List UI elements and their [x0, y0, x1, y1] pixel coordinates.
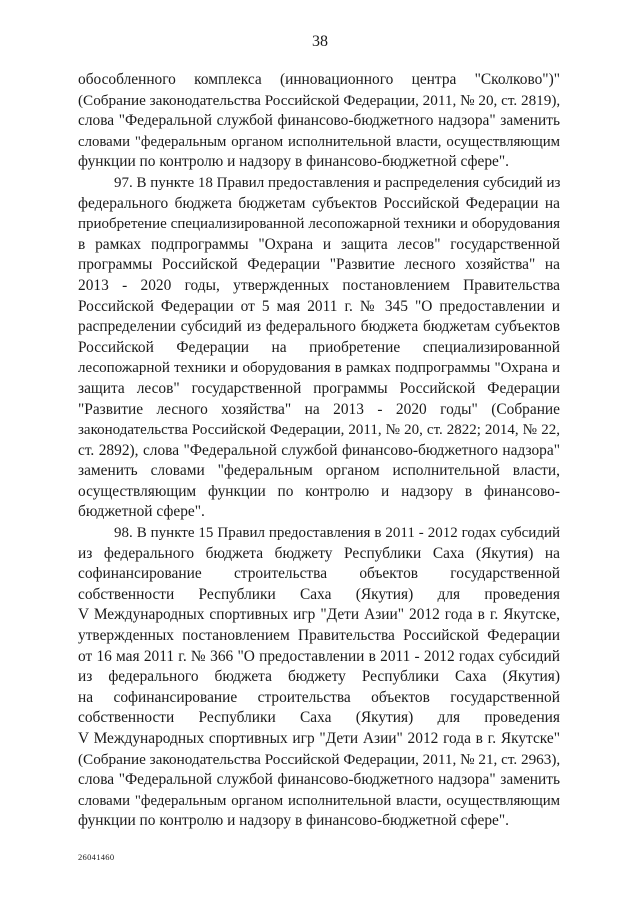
text-line: слова "Федеральной службой финансово-бюджетного надзора" заменить — [78, 771, 560, 789]
document-body — [78, 70, 560, 832]
text-line: программы Российской Федерации "Развитие лесного хозяйства" на — [78, 256, 560, 274]
text-line: заменить словами "федеральным органом исполнительной власти, — [78, 462, 560, 480]
text-line: V Международных спортивных игр "Дети Азии" 2012 года в г. Якутске" — [78, 730, 560, 747]
text-line: распределении субсидий из федерального бюджета бюджетам субъектов — [78, 318, 560, 336]
text-line: функции по контролю и надзору в финансово-бюджетной сфере". — [78, 812, 509, 830]
text-line: обособленного комплекса (инновационного центра "Сколково")" — [78, 71, 560, 88]
text-line: (Собрание законодательства Российской Федерации, 2011, № 20, ст. 2819), — [78, 91, 560, 109]
text-line: ст. 2892), слова "Федеральной службой финансово-бюджетного надзора" — [78, 441, 560, 459]
text-line: софинансирование строительства объектов государственной — [78, 565, 560, 583]
text-line: собственности Республики Саха (Якутия) для проведения — [78, 709, 560, 727]
text-line: функции по контролю и надзору в финансово-бюджетной сфере". — [78, 153, 509, 171]
text-line: на софинансирование строительства объектов государственной — [78, 688, 560, 706]
text-line: от 16 мая 2011 г. № 366 "О предоставлении в 2011 - 2012 годах субсидий — [78, 647, 560, 665]
text-line: слова "Федеральной службой финансово-бюджетного надзора" заменить — [78, 112, 560, 130]
text-line: защита лесов" государственной программы Российской Федерации — [78, 379, 560, 397]
text-line: лесопожарной техники и оборудования в рамках подпрограммы "Охрана и — [78, 360, 560, 377]
text-line: из федерального бюджета бюджету Республики Саха (Якутия) — [78, 668, 560, 686]
text-line: собственности Республики Саха (Якутия) для проведения — [78, 585, 560, 603]
text-line: 97. В пункте 18 Правил предоставления и распределения субсидий из — [114, 174, 560, 191]
text-line: 2013 - 2020 годы, утвержденных постановлением Правительства — [78, 276, 560, 294]
text-line: законодательства Российской Федерации, 2011, № 20, ст. 2822; 2014, № 22, — [78, 422, 560, 439]
text-line: федерального бюджета бюджетам субъектов Российской Федерации на — [78, 194, 560, 212]
text-line: словами "федеральным органом исполнительной власти, осуществляющим — [78, 133, 560, 150]
text-line: 98. В пункте 15 Правил предоставления в 2011 - 2012 годах субсидий — [114, 525, 560, 542]
text-line: осуществляющим функции по контролю и надзору в финансово- — [78, 482, 560, 500]
text-line: "Развитие лесного хозяйства" на 2013 - 2020 годы" (Собрание — [78, 400, 560, 418]
text-line: (Собрание законодательства Российской Федерации, 2011, № 21, ст. 2963), — [78, 750, 560, 768]
text-line: в рамках подпрограммы "Охрана и защита лесов" государственной — [78, 235, 560, 253]
text-line: Российской Федерации от 5 мая 2011 г. № 345 "О предоставлении и — [78, 297, 560, 315]
text-line: из федерального бюджета бюджету Республики Саха (Якутия) на — [78, 544, 560, 562]
text-line: утвержденных постановлением Правительства Российской Федерации — [78, 627, 560, 645]
text-line: приобретение специализированной лесопожарной техники и оборудования — [78, 216, 560, 233]
document-code: 26041460 — [78, 852, 115, 862]
text-line: словами "федеральным органом исполнительной власти, осуществляющим — [78, 792, 560, 809]
text-line: бюджетной сфере". — [78, 503, 205, 521]
page-number: 38 — [312, 33, 328, 50]
text-line: V Международных спортивных игр "Дети Азии" 2012 года в г. Якутске, — [78, 606, 560, 624]
text-line: Российской Федерации на приобретение специализированной — [78, 338, 560, 356]
